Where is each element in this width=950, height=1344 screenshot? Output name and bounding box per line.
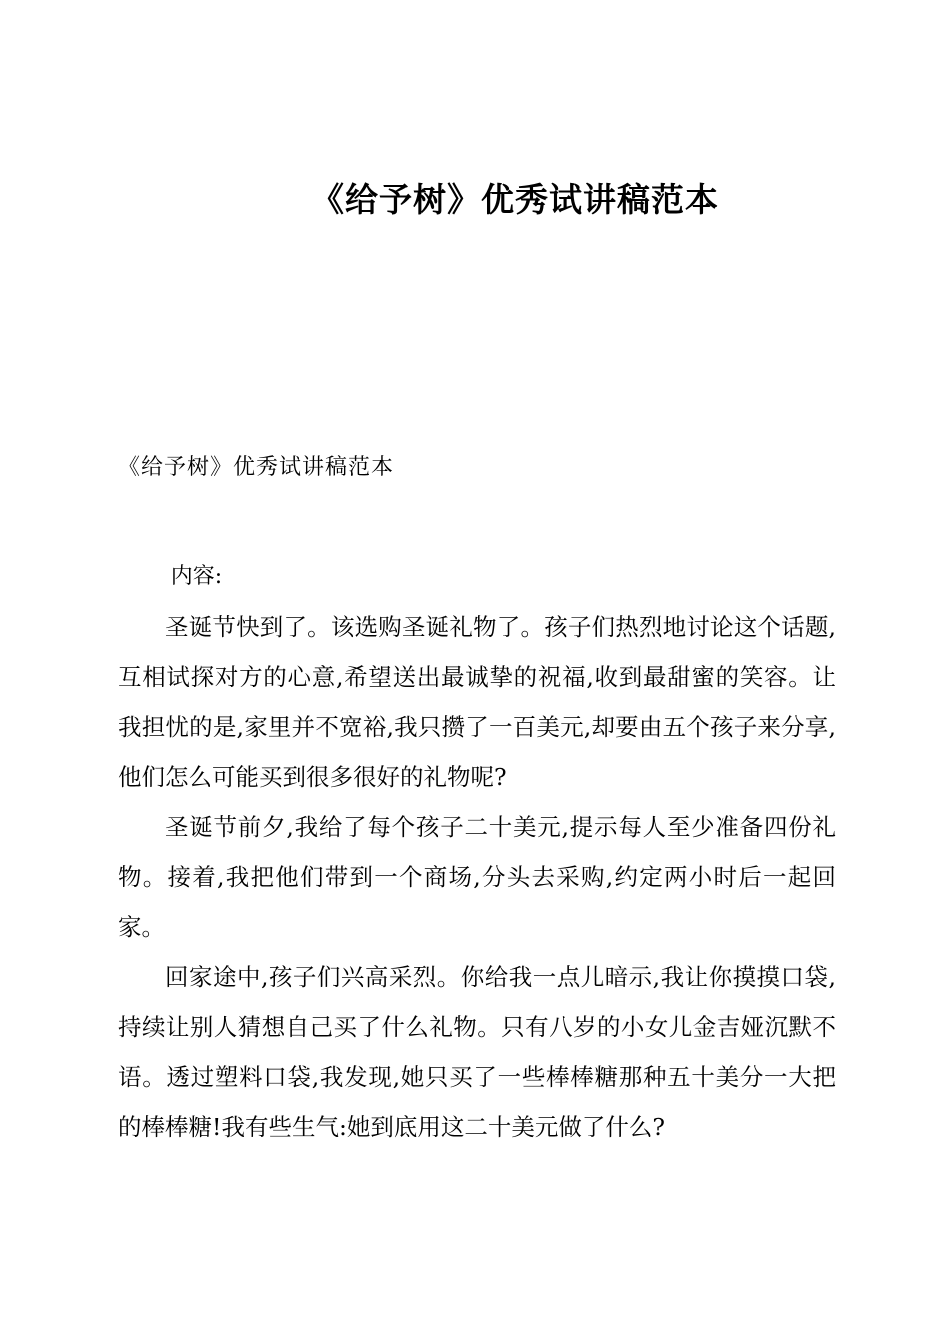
paragraph-1: 圣诞节快到了。该选购圣诞礼物了。孩子们热烈地讨论这个话题,互相试探对方的心意,希望送出最诚挚的祝福,收到最甜蜜的笑容。让我担忧的是,家里并不宽裕,我只攒了一百美元,却要由五个孩子来分享,他们怎么可能买到很多很好的礼物呢?: [118, 613, 836, 791]
document-title: 《给予树》优秀试讲稿范本: [311, 180, 719, 219]
document-body: [118, 552, 836, 1152]
paragraph-2: 圣诞节前夕,我给了每个孩子二十美元,提示每人至少准备四份礼物。接着,我把他们带到一个商场,分头去采购,约定两小时后一起回家。: [118, 813, 836, 941]
document-subtitle: 《给予树》优秀试讲稿范本: [118, 455, 395, 480]
paragraph-3: 回家途中,孩子们兴高采烈。你给我一点儿暗示,我让你摸摸口袋,持续让别人猜想自己买了什么礼物。只有八岁的小女儿金吉娅沉默不语。透过塑料口袋,我发现,她只买了一些棒棒糖那种五十美分一大把的棒棒糖!我有些生气:她到底用这二十美元做了什么?: [118, 963, 836, 1141]
content-label: 内容:: [170, 564, 223, 589]
